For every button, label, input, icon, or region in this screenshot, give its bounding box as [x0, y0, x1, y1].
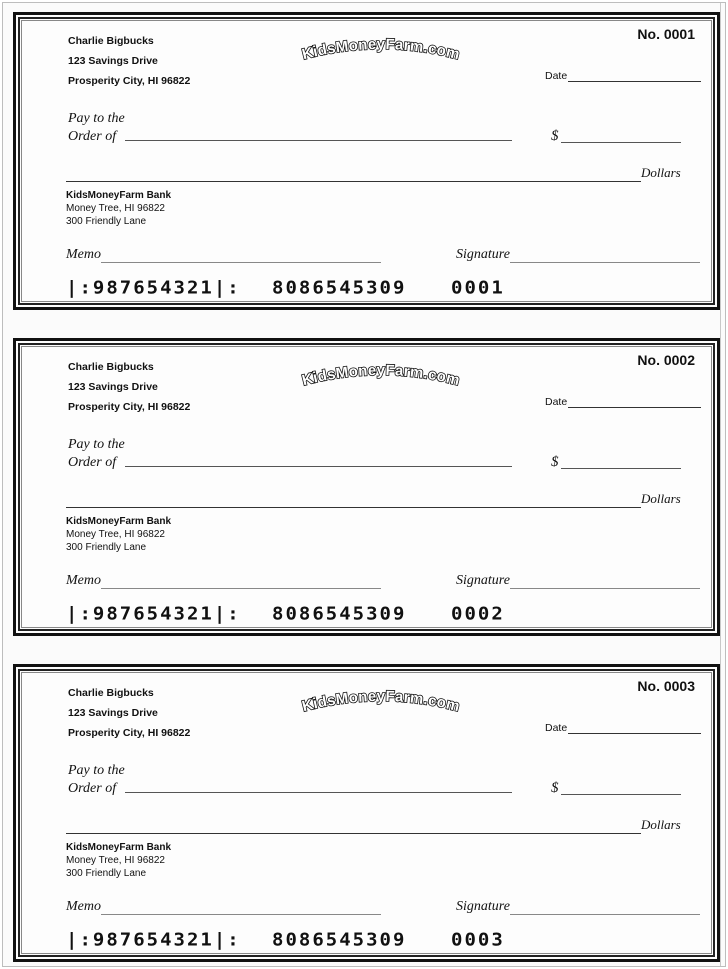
payee-line[interactable]: [125, 140, 512, 141]
date-label: Date: [545, 70, 568, 82]
date-field[interactable]: [545, 722, 701, 734]
micr-account: 8086545309: [272, 277, 407, 299]
signature-line[interactable]: [510, 575, 700, 589]
memo-line[interactable]: [101, 901, 381, 915]
memo-line[interactable]: [101, 249, 381, 263]
payer-street: 123 Savings Drive: [68, 707, 158, 719]
dollars-label: Dollars: [641, 817, 681, 832]
micr-routing: |:987654321|:: [66, 929, 241, 951]
written-amount-line[interactable]: [66, 181, 641, 182]
logo: [286, 685, 476, 721]
memo-label: Memo: [66, 573, 101, 588]
amount-line[interactable]: [561, 468, 681, 469]
check-number: No. 0001: [637, 26, 695, 42]
memo-line[interactable]: [101, 575, 381, 589]
bank-name: KidsMoneyFarm Bank: [66, 516, 172, 527]
pay-to-line1: Pay to the: [68, 763, 125, 778]
signature-field[interactable]: [456, 247, 700, 263]
pay-to-line2: Order of: [68, 455, 117, 470]
signature-line[interactable]: [510, 901, 700, 915]
date-line[interactable]: [568, 70, 701, 82]
logo-arc-text: [286, 685, 476, 721]
payer-city: Prosperity City, HI 96822: [68, 727, 191, 739]
micr-check-number: 0003: [451, 929, 505, 951]
micr-account: 8086545309: [272, 603, 407, 625]
dollars-label: Dollars: [641, 165, 681, 180]
dollars-label: Dollars: [641, 491, 681, 506]
bank-name: KidsMoneyFarm Bank: [66, 190, 172, 201]
pay-to-label: [68, 110, 125, 146]
svg-text:KidsMoneyFarm.com: KidsMoneyFarm.com: [300, 687, 462, 716]
date-line[interactable]: [568, 722, 701, 734]
signature-field[interactable]: [456, 899, 700, 915]
check-2: [13, 338, 720, 636]
payee-line[interactable]: [125, 466, 512, 467]
signature-label: Signature: [456, 247, 510, 262]
pay-to-label: [68, 436, 125, 472]
written-amount-line[interactable]: [66, 507, 641, 508]
logo-arc-text: [286, 359, 476, 395]
micr-routing: |:987654321|:: [66, 603, 241, 625]
date-field[interactable]: [545, 70, 701, 82]
dollar-sign: $: [551, 454, 559, 470]
pay-to-line2: Order of: [68, 781, 117, 796]
check-number: No. 0002: [637, 352, 695, 368]
logo: [286, 359, 476, 395]
memo-label: Memo: [66, 247, 101, 262]
payer-address: [68, 31, 190, 91]
svg-text:KidsMoneyFarm.com: KidsMoneyFarm.com: [300, 361, 462, 390]
payer-address: [68, 357, 190, 417]
payer-name: Charlie Bigbucks: [68, 361, 154, 373]
logo-arc-text: [286, 33, 476, 69]
logo: [286, 33, 476, 69]
payer-name: Charlie Bigbucks: [68, 35, 154, 47]
bank-street: 300 Friendly Lane: [66, 542, 147, 553]
payer-city: Prosperity City, HI 96822: [68, 401, 191, 413]
check-1: [13, 12, 720, 310]
pay-to-label: [68, 762, 125, 798]
bank-street: 300 Friendly Lane: [66, 868, 147, 879]
check-3: [13, 664, 720, 962]
memo-field[interactable]: [66, 573, 381, 589]
bank-city: Money Tree, HI 96822: [66, 203, 165, 214]
bank-street: 300 Friendly Lane: [66, 216, 147, 227]
payer-street: 123 Savings Drive: [68, 55, 158, 67]
bank-city: Money Tree, HI 96822: [66, 529, 165, 540]
memo-field[interactable]: [66, 247, 381, 263]
bank-info: [66, 515, 171, 554]
memo-field[interactable]: [66, 899, 381, 915]
bank-info: [66, 189, 171, 228]
dollar-sign: $: [551, 780, 559, 796]
signature-line[interactable]: [510, 249, 700, 263]
svg-text:KidsMoneyFarm.com: KidsMoneyFarm.com: [300, 35, 462, 64]
signature-label: Signature: [456, 899, 510, 914]
date-label: Date: [545, 396, 568, 408]
payer-address: [68, 683, 190, 743]
date-field[interactable]: [545, 396, 701, 408]
micr-check-number: 0001: [451, 277, 505, 299]
micr-account: 8086545309: [272, 929, 407, 951]
pay-to-line2: Order of: [68, 129, 117, 144]
signature-label: Signature: [456, 573, 510, 588]
micr-routing: |:987654321|:: [66, 277, 241, 299]
payee-line[interactable]: [125, 792, 512, 793]
memo-label: Memo: [66, 899, 101, 914]
amount-line[interactable]: [561, 794, 681, 795]
signature-field[interactable]: [456, 573, 700, 589]
payer-city: Prosperity City, HI 96822: [68, 75, 191, 87]
pay-to-line1: Pay to the: [68, 437, 125, 452]
amount-line[interactable]: [561, 142, 681, 143]
check-number: No. 0003: [637, 678, 695, 694]
payer-name: Charlie Bigbucks: [68, 687, 154, 699]
bank-name: KidsMoneyFarm Bank: [66, 842, 172, 853]
written-amount-line[interactable]: [66, 833, 641, 834]
micr-check-number: 0002: [451, 603, 505, 625]
payer-street: 123 Savings Drive: [68, 381, 158, 393]
date-line[interactable]: [568, 396, 701, 408]
bank-city: Money Tree, HI 96822: [66, 855, 165, 866]
bank-info: [66, 841, 171, 880]
dollar-sign: $: [551, 128, 559, 144]
date-label: Date: [545, 722, 568, 734]
pay-to-line1: Pay to the: [68, 111, 125, 126]
